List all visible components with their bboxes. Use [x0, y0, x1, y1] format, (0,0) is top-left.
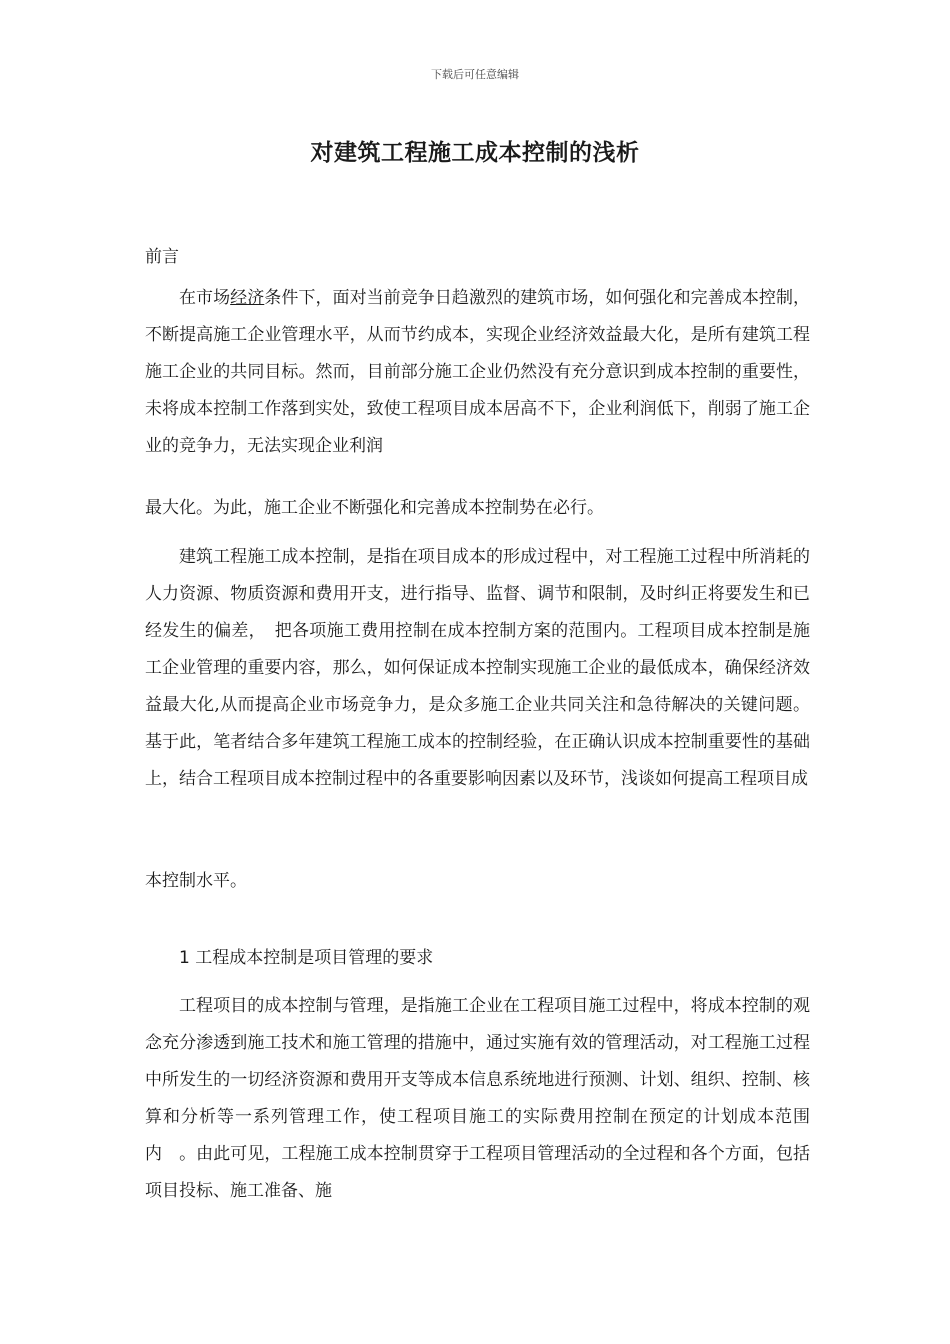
section-1-title: 工程成本控制是项目管理的要求 [195, 948, 434, 968]
preface-label: 前言 [145, 247, 179, 267]
document-title: 对建筑工程施工成本控制的浅析 [310, 139, 640, 166]
paragraph-1-last-line: 最大化。为此，施工企业不断强化和完善成本控制势在必行。 [145, 498, 604, 518]
p1-link-economy[interactable]: 经济 [230, 288, 265, 308]
paragraph-1 [145, 280, 810, 465]
section-1-heading [145, 940, 810, 977]
paragraph-3 [145, 988, 810, 1210]
paragraph-2-last-line: 本控制水平。 [145, 871, 247, 891]
paragraph-1-body [145, 280, 810, 465]
p1-after: 条件下，面对当前竞争日趋激烈的建筑市场，如何强化和完善成本控制，不断提高施工企业管理水平，从而节约成本，实现企业经济效益最大化，是所有建筑工程施工企业的共同目标。然而，目前部分施工企业仍然没有充分意识到成本控制的重要性，未将成本控制工作落到实处，致使工程项目成本居高不下，企业利润低下，削弱了施工企业的竞争力，无法实现企业利润 [145, 288, 811, 456]
paragraph-2 [145, 539, 810, 798]
paragraph-2-body: 建筑工程施工成本控制，是指在项目成本的形成过程中，对工程施工过程中所消耗的人力资源、物质资源和费用开支，进行指导、监督、调节和限制，及时纠正将要发生和已经发生的偏差， 把各项施工费用控制在成本控制方案的范围内。工程项目成本控制是施工企业管理的重要内容，那么，如何保证成本控制实现施工企业的最低成本，确保经济效益最大化,从而提高企业市场竞争力，是众多施工企业共同关注和急待解决的关键问题。基于此，笔者结合多年建筑工程施工成本的控制经验，在正确认识成本控制重要性的基础上，结合工程项目成本控制过程中的各重要影响因素以及环节，浅谈如何提高工程项目成 [145, 547, 810, 789]
p1-before: 在市场 [179, 288, 231, 308]
header-note: 下载后可任意编辑 [431, 68, 519, 81]
section-1-number: 1 [179, 948, 190, 968]
paragraph-3-body: 工程项目的成本控制与管理，是指施工企业在工程项目施工过程中，将成本控制的观念充分渗透到施工技术和施工管理的措施中，通过实施有效的管理活动，对工程施工过程中所发生的一切经济资源和费用开支等成本信息系统地进行预测、计划、组织、控制、核算和分析等一系列管理工作，使工程项目施工的实际费用控制在预定的计划成本范围内 。由此可见，工程施工成本控制贯穿于工程项目管理活动的全过程和各个方面，包括项目投标、施工准备、施 [145, 996, 810, 1201]
